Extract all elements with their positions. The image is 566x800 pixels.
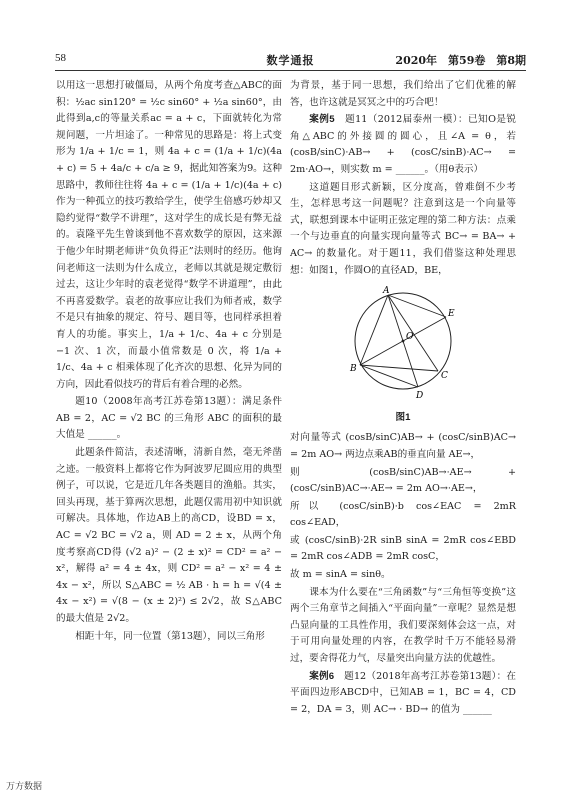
paragraph: 课本为什么要在“三角函数”与“三角恒等变换”这两个三角章节之间插入“平面向量”一章呢？显然是想凸显向量的工具性作用，我们要深刻体会这一点，对于可用向量处理的内容，在教学时千万不能轻易滑过，要舍得花力气，尽量突出向量方法的优越性。 — [290, 586, 516, 665]
case-5-label: 案例5 — [309, 114, 335, 126]
case-5-text: 题11（2012届泰州一模）：已知O是锐角△ABC的外接圆的圆心，且∠A = θ，若 (cosB/sinC)·AB→ + (cosC/sinB)·AC→ = 2m·AO→，则实数 m = ______。（用θ表示） — [290, 114, 516, 175]
equation: 或 (cosC/sinB)·2R sinB sinA = 2mR cos∠EBD = 2mR cos∠ADB = 2mR cosC， — [290, 534, 516, 563]
label-e: E — [448, 309, 455, 320]
figure-1 — [290, 283, 516, 410]
case-6-text: 题12（2018年高考江苏卷第13题）：在平面四边形ABCD中，已知AB = 1，BC = 4，CD = 2，DA = 3，则 AC→ · BD→ 的值为 ______ — [290, 670, 516, 715]
case-6 — [290, 669, 516, 719]
page-header — [55, 48, 526, 71]
equation: 则 (cosB/sinC)AB→·AE→ + (cosC/sinB)AC→·AE→ = 2m AO→·AE→， — [290, 466, 516, 495]
journal-title: 数学通报 — [266, 54, 315, 67]
paragraph: 以用这一思想打破僵局，从两个角度考查△ABC的面积：½ac sin120° = ½c sin60° + ½a sin60°，由此得到a,c的等量关系ac = a + c，下面就转化为常规问题，一片坦途了。一种常见的思路是：将上式变形为 1/a + 1/c = 1，则 4a + c = (1/a + 1/c)(4a + c) = 5 + 4a/c + c/a ≥ 9，据此知答案为9。这种思路中，教师往往将 4a + c = (1/a + 1/c)(4a + c) 作为一种孤立的技巧教给学生，使学生倍感巧妙却又隐约觉得“数学不讲理”，这对学生的成长是有弊无益的。袁隆平先生曾谈到他不喜欢数学的原因，这来源于他少年时期老师讲“负负得正”法则时的经历。他询问老师这一法则为什么成立，老师以其就是规定敷衍过去，这让少年时的袁老觉得“数学不讲道理”，由此不再喜爱数学。袁老的故事应让我们为师者戒，数学不是只有抽象的规定、符号、题目等，也同样承担着育人的功能。事实上，1/a + 1/c、4a + c 分别是 −1 次、1 次，而最小值常数是 0 次，将 1/a + 1/c、4a + c 相乘体现了化齐次的思想、化异为同的方向，因此看似技巧的背后有着合理的必然。 — [56, 80, 282, 390]
label-b: B — [350, 364, 357, 375]
left-column — [56, 78, 282, 646]
right-column — [290, 78, 516, 719]
circle-diagram — [338, 283, 468, 403]
paragraph: 为背景，基于同一思想，我们给出了它们优雅的解答，也许这就是冥冥之中的巧合吧！ — [290, 80, 516, 108]
problem-10: 题10（2008年高考江苏卷第13题）：满足条件 AB = 2，AC = √2 BC 的三角形 ABC 的面积的最大值是 ______。 — [56, 396, 282, 441]
paragraph: 这道题目形式新颖，区分度高，曾难倒不少考生，怎样思考这一问题呢？注意到这是一个向量等式，联想到课本中证明正弦定理的第二种方法：点乘一个与边垂直的向量实现向量等式 BC→ = BA→ + AC→ 的数量化。对于题11，我们借鉴这种处理思想：如图1，作圆O的直径AD，BE， — [290, 181, 516, 276]
paragraph: 对向量等式 (cosB/sinC)AB→ + (cosC/sinB)AC→ = 2m AO→ 两边点乘AB的垂直向量 AE→， — [290, 432, 516, 460]
label-c: C — [441, 371, 448, 382]
issue-info: 2020年 第59卷 第8期 — [395, 54, 526, 67]
watermark: 万方数据 — [6, 782, 43, 792]
equation: 所以 (cosC/sinB)·b cos∠EAC = 2mR cos∠EAD， — [290, 500, 516, 529]
paragraph: 此题条件简洁，表述清晰，清新自然，毫无斧凿之迹。一般资料上都将它作为阿波罗尼圆应用的典型例子，可以说，它是近几年各类题目的渔船。其实，回头再现，基于算两次思想，此题仅需用初中知识就可解决。具体地，作边AB上的高CD，设BD = x，AC = √2 BC = √2 a，则 AD = 2 ± x，从两个角度考察高CD得 (√2 a)² − (2 ± x)² = CD² = a² − x²，解得 a² = 4 ± 4x，则 CD² = a² − x² = 4 ± 4x − x²，所以 S△ABC = ½ AB · h = h = √(4 ± 4x − x²) = √(8 − (x ± 2)²) ≤ 2√2，故 S△ABC 的最大值是 2√2。 — [56, 447, 282, 624]
label-a: A — [383, 286, 390, 297]
figure-caption: 图1 — [395, 411, 411, 423]
equation: 故 m = sinA = sinθ。 — [290, 569, 391, 581]
page-number: 58 — [55, 52, 66, 64]
label-o: O — [406, 332, 414, 343]
case-6-label: 案例6 — [309, 670, 335, 682]
case-5 — [290, 112, 516, 178]
paragraph: 相距十年，同一位置（第13题），同以三角形 — [75, 630, 265, 642]
label-d: D — [416, 391, 424, 402]
